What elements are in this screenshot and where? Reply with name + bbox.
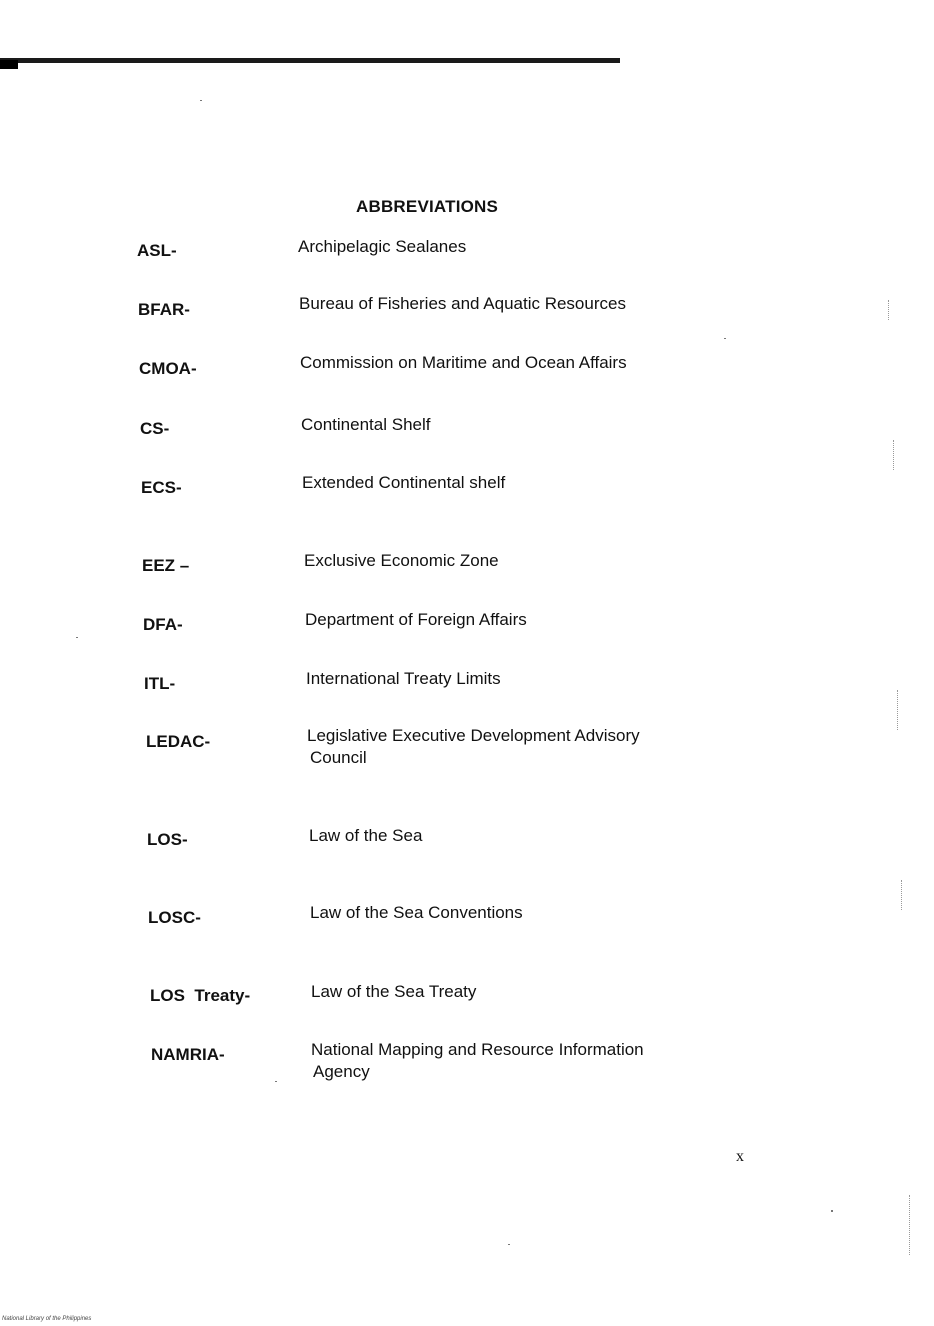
- abbreviation-definition: Archipelagic Sealanes: [298, 237, 467, 256]
- abbreviation-term: LOSC-: [148, 908, 201, 927]
- abbreviation-definition: Exclusive Economic Zone: [304, 551, 499, 570]
- scan-edge-bar: [0, 58, 620, 63]
- abbreviation-definition: Commission on Maritime and Ocean Affairs: [300, 353, 627, 372]
- abbreviation-term: LOS-: [147, 830, 188, 849]
- scan-edge-dots: [893, 440, 895, 470]
- abbreviation-definition: Law of the Sea: [309, 826, 423, 845]
- scan-edge-dots: [888, 300, 890, 320]
- scan-edge-dots: [901, 880, 903, 910]
- abbreviation-term: ITL-: [144, 674, 176, 693]
- abbreviation-term: LOS Treaty-: [150, 986, 251, 1005]
- abbreviation-term: CS-: [140, 419, 170, 438]
- abbreviation-definition-continued: Agency: [313, 1062, 370, 1081]
- footer-source-note: National Library of the Philippines: [2, 1316, 92, 1322]
- abbreviation-definition: National Mapping and Resource Information: [311, 1040, 644, 1059]
- page-title: ABBREVIATIONS: [356, 197, 499, 216]
- scan-speck: [508, 1244, 510, 1245]
- abbreviation-term: EEZ –: [142, 556, 190, 575]
- scan-edge-dots: [909, 1195, 911, 1255]
- abbreviation-term: CMOA-: [139, 359, 197, 378]
- scan-speck: [76, 637, 78, 638]
- abbreviation-term: LEDAC-: [146, 732, 211, 751]
- abbreviation-definition: Bureau of Fisheries and Aquatic Resources: [299, 294, 626, 313]
- abbreviation-definition: International Treaty Limits: [306, 669, 501, 688]
- abbreviation-definition: Legislative Executive Development Advisory: [307, 726, 640, 745]
- scan-speck: [200, 100, 202, 101]
- abbreviation-definition: Department of Foreign Affairs: [305, 610, 527, 629]
- abbreviation-definition-continued: Council: [310, 748, 367, 767]
- abbreviation-term: DFA-: [143, 615, 183, 634]
- abbreviation-definition: Extended Continental shelf: [302, 473, 506, 492]
- scan-edge-dots: [897, 690, 899, 730]
- abbreviation-definition: Law of the Sea Conventions: [310, 903, 523, 922]
- abbreviation-term: ASL-: [137, 241, 177, 260]
- abbreviation-term: BFAR-: [138, 300, 190, 319]
- abbreviation-term: NAMRIA-: [151, 1045, 225, 1064]
- scan-speck: [831, 1210, 833, 1212]
- abbreviation-definition: Law of the Sea Treaty: [311, 982, 477, 1001]
- abbreviation-definition: Continental Shelf: [301, 415, 431, 434]
- scan-speck: [724, 338, 726, 339]
- abbreviation-term: ECS-: [141, 478, 182, 497]
- scan-edge-mark: [0, 60, 18, 69]
- page-number: x: [736, 1148, 744, 1165]
- scan-speck: [275, 1081, 277, 1082]
